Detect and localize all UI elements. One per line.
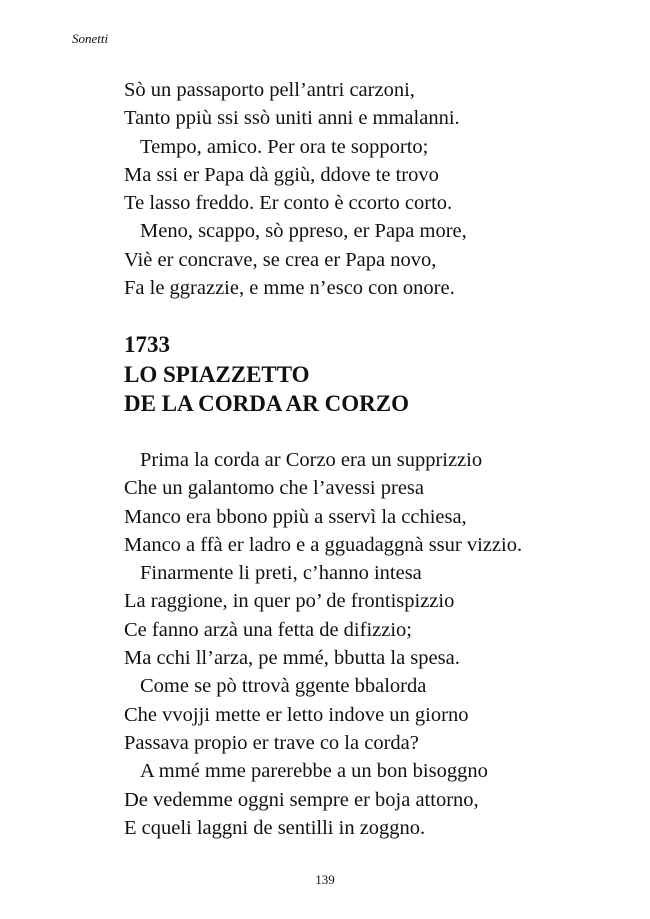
verse-line: Manco era bbono ppiù a sservì la cchiesa, [124, 505, 467, 528]
verse-line: Che vvojji mette er letto indove un giorno [124, 703, 469, 726]
verse-line: Tanto ppiù ssi ssò uniti anni e mmalanni. [124, 107, 460, 130]
verse-line: Come se pò ttrovà ggente bbalorda [140, 675, 427, 698]
verse-line: Ma cchi ll’arza, pe mmé, bbutta la spesa. [124, 647, 460, 670]
verse-line: Passava propio er trave co la corda? [124, 731, 419, 754]
page-number: 139 [315, 872, 335, 887]
verse-line: Viè er concrave, se crea er Papa novo, [124, 248, 437, 271]
poem-title-line-1: LO SPIAZZETTO [124, 361, 310, 387]
verse-line: Manco a ffà er ladro e a gguadaggnà ssur vizzio. [124, 533, 523, 556]
poem-body [124, 446, 624, 842]
poem-number: 1733 [124, 332, 170, 357]
verse-line: Che un galantomo che l’avessi presa [124, 477, 425, 500]
poem-heading [124, 330, 409, 419]
verse-line: Prima la corda ar Corzo era un supprizzio [140, 449, 483, 471]
verse-line: Sò un passaporto pell’antri carzoni, [124, 79, 415, 101]
verse-line: Meno, scappo, sò ppreso, er Papa more, [140, 220, 467, 243]
verse-line: Ma ssi er Papa dà ggiù, ddove te trovo [124, 163, 439, 186]
verse-line: E cqueli laggni de sentilli in zoggno. [124, 816, 426, 839]
verse-line: Tempo, amico. Per ora te sopporto; [140, 135, 429, 158]
verse-line: Fa le ggrazzie, e mme n’esco con onore. [124, 277, 455, 300]
verse-line: Te lasso freddo. Er conto è ccorto corto. [124, 192, 453, 215]
running-head: Sonetti [72, 31, 109, 46]
previous-poem-ending [124, 76, 624, 302]
verse-line: Finarmente li preti, c’hanno intesa [140, 562, 422, 585]
verse-line: La raggione, in quer po’ de frontispizzio [124, 590, 455, 613]
poem-title-line-2: DE LA CORDA AR CORZO [124, 391, 409, 416]
verse-line: Ce fanno arzà una fetta de difizzio; [124, 618, 412, 641]
verse-line: A mmé mme parerebbe a un bon bisoggno [140, 760, 488, 783]
verse-line: De vedemme oggni sempre er boja attorno, [124, 788, 479, 811]
